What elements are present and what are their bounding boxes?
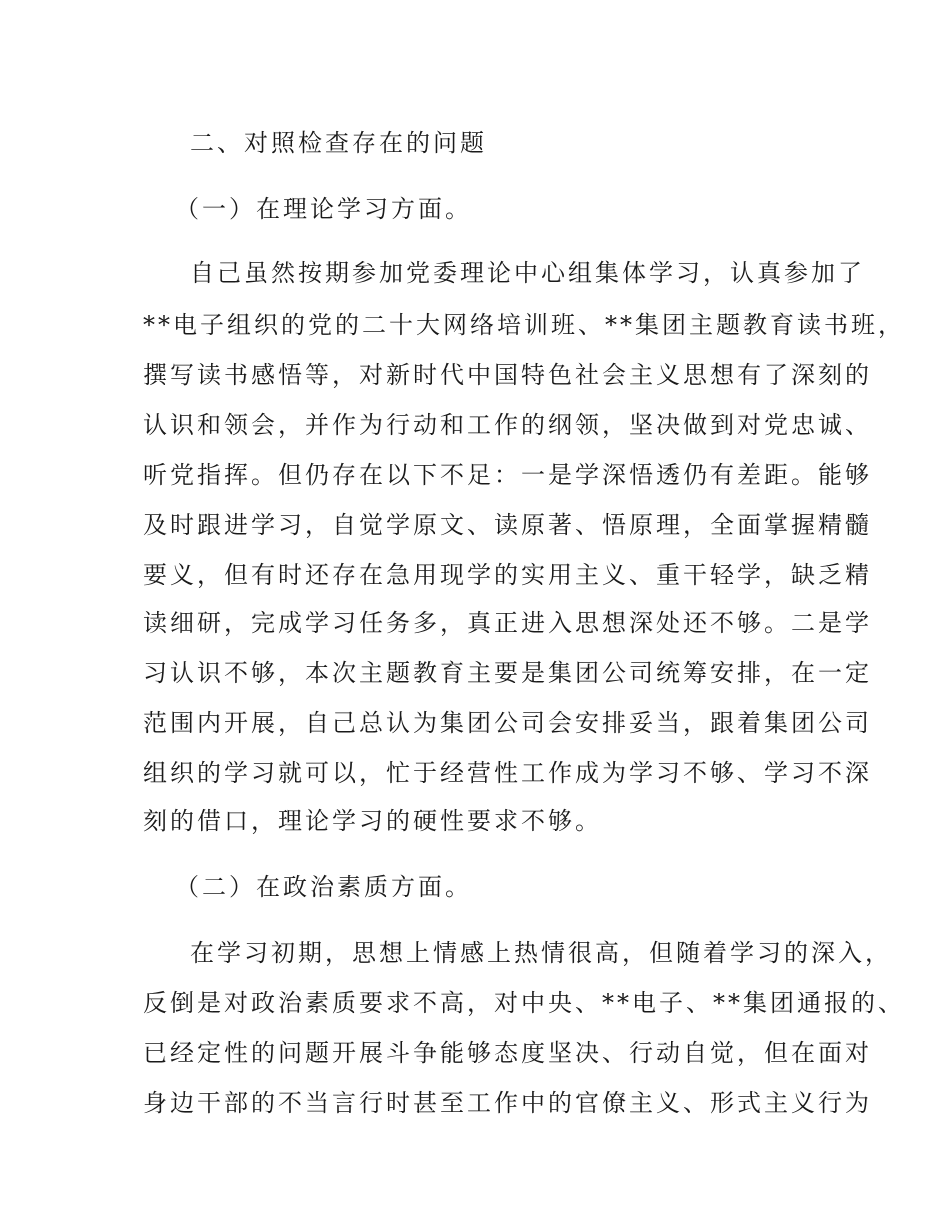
paragraph-2-line-1: 在学习初期，思想上情感上热情很高，但随着学习的深入， bbox=[190, 939, 892, 967]
paragraph-1-line-9: 习认识不够，本次主题教育主要是集团公司统筹安排，在一定 bbox=[143, 659, 872, 687]
paragraph-1-line-11: 组织的学习就可以，忙于经营性工作成为学习不够、学习不深 bbox=[143, 759, 872, 787]
paragraph-1-line-3: 撰写读书感悟等，对新时代中国特色社会主义思想有了深刻的 bbox=[143, 361, 872, 389]
paragraph-1-line-7: 要义，但有时还存在急用现学的实用主义、重干轻学，缺乏精 bbox=[143, 561, 872, 589]
paragraph-1-line-8: 读细研，完成学习任务多，真正进入思想深处还不够。二是学 bbox=[143, 609, 872, 637]
subsection-2-title: （二）在政治素质方面。 bbox=[175, 873, 472, 901]
paragraph-1-line-10: 范围内开展，自己总认为集团公司会安排妥当，跟着集团公司 bbox=[143, 709, 872, 737]
paragraph-1-line-1: 自己虽然按期参加党委理论中心组集体学习，认真参加了 bbox=[190, 259, 865, 287]
paragraph-1-line-6: 及时跟进学习，自觉学原文、读原著、悟原理，全面掌握精髓 bbox=[143, 511, 872, 539]
paragraph-1-line-12: 刻的借口，理论学习的硬性要求不够。 bbox=[143, 807, 602, 835]
subsection-1-title: （一）在理论学习方面。 bbox=[175, 195, 472, 223]
paragraph-1-line-2: **电子组织的党的二十大网络培训班、**集团主题教育读书班， bbox=[143, 311, 905, 339]
paragraph-2-line-3: 已经定性的问题开展斗争能够态度坚决、行动自觉，但在面对 bbox=[143, 1039, 872, 1067]
paragraph-1-line-4: 认识和领会，并作为行动和工作的纲领，坚决做到对党忠诚、 bbox=[143, 411, 872, 439]
paragraph-1-line-5: 听党指挥。但仍存在以下不足：一是学深悟透仍有差距。能够 bbox=[143, 461, 872, 489]
paragraph-2-line-2: 反倒是对政治素质要求不高，对中央、**电子、**集团通报的、 bbox=[143, 989, 905, 1017]
paragraph-2-line-4: 身边干部的不当言行时甚至工作中的官僚主义、形式主义行为 bbox=[143, 1089, 872, 1117]
section-title: 二、对照检查存在的问题 bbox=[190, 129, 487, 157]
